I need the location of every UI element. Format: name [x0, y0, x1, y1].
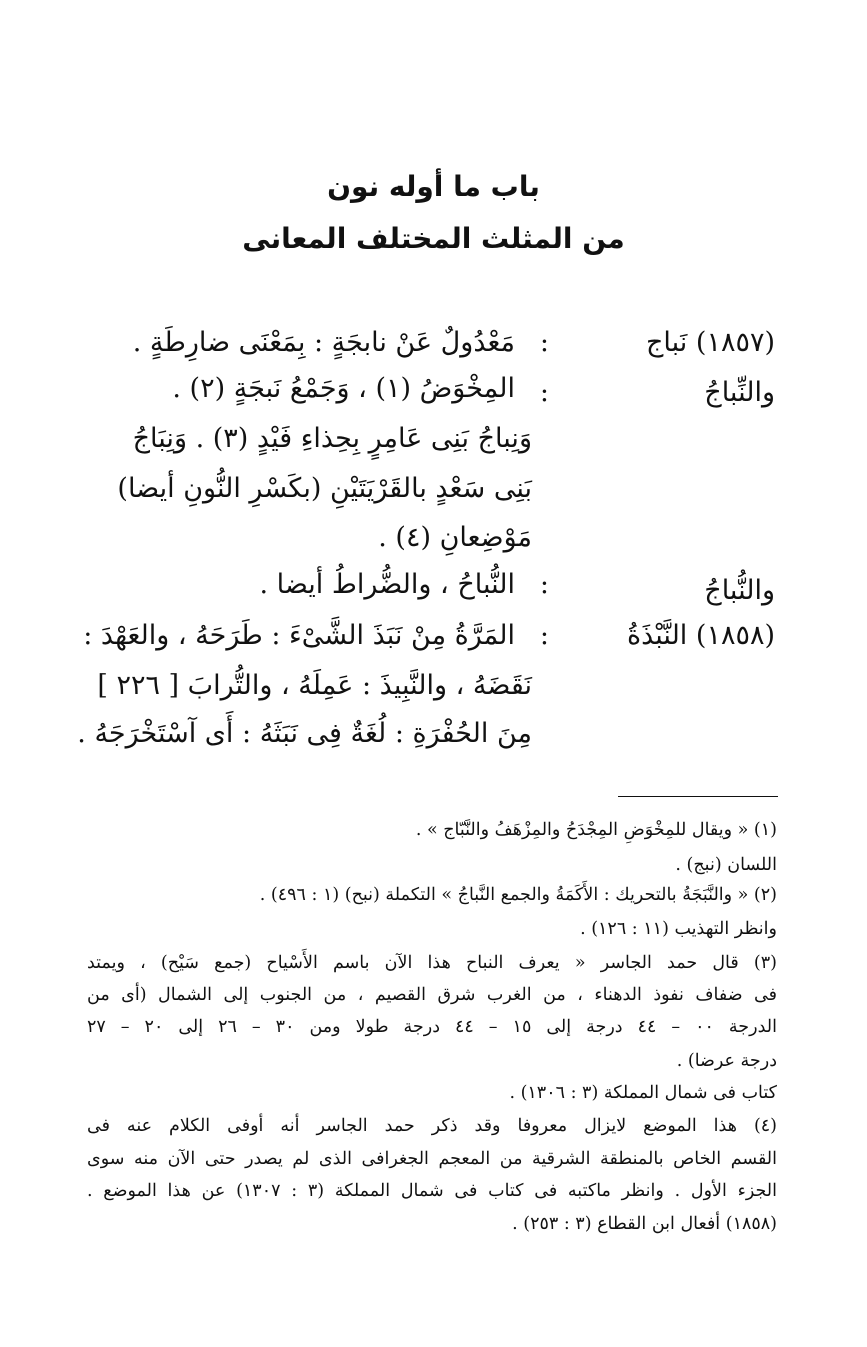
footnote-line: الدرجة ٠٠ – ٤٤ درجة إلى ١٥ – ٤٤ درجة طولا ومن ٣٠ – ٢٦ إلى ٢٠ – ٢٧ [87, 1017, 777, 1037]
entry-gloss-continued: وَنِباجُ بَنِى عَامِرٍ بِحِذاءِ فَيْدٍ (٣) . وَنِبَاجُ [132, 423, 532, 454]
footnote-line: (١) « ويقال للمِخْوَضِ المِجْدَحُ والمِزْهَفُ والنَّبّاج » . [415, 820, 777, 840]
entry-gloss: المَرَّةُ مِنْ نَبَذَ الشَّىْءَ : طَرَحَهُ ، والعَهْدَ : [83, 620, 515, 651]
footnote-line: (٢) « والنَّبَجَةُ بالتحريك : الأَكَمَةُ والجمع النَّباجُ » التكملة (نبح) (١ : ٤٩٦) . [259, 885, 777, 905]
footnote-line: درجة عرضا) . [676, 1051, 777, 1071]
footnote-line: وانظر التهذيب (١١ : ١٢٦) . [580, 919, 777, 939]
entry-colon: : [539, 569, 549, 600]
entry-gloss-continued: مَوْضِعانِ (٤) . [378, 522, 532, 553]
footnote-line: كتاب فى شمال المملكة (٣ : ١٣٠٦) . [509, 1083, 777, 1103]
entry-headword: والنِّباجُ [704, 377, 775, 408]
footnote-separator [618, 796, 778, 797]
entry-gloss: النُّباحُ ، والضُّراطُ أيضا . [259, 569, 515, 600]
footnote-line: (٤) هذا الموضع لايزال معروفا وقد ذكر حمد الجاسر أنه أوفى الكلام عنه فى [87, 1116, 777, 1136]
entry-colon: : [539, 620, 549, 651]
chapter-title: باب ما أوله نون [327, 170, 540, 203]
entry-gloss: مَعْدُولٌ عَنْ نابجَةٍ : بِمَعْنَى ضارِطَةٍ . [132, 327, 515, 358]
footnote-line: الجزء الأول . وانظر ماكتبه فى كتاب فى شمال المملكة (٣ : ١٣٠٧) عن هذا الموضع . [87, 1181, 777, 1201]
footnote-line: (١٨٥٨) أفعال ابن القطاع (٣ : ٢٥٣) . [512, 1214, 777, 1234]
entry-headword: (١٨٥٧) نَباج [646, 327, 775, 358]
entry-gloss-continued: بَنِى سَعْدٍ بالقَرْيَتَيْنِ (بكَسْرِ النُّونِ أيضا) [117, 473, 532, 504]
entry-colon: : [539, 377, 549, 408]
footnote-line: فى ضفاف نفوذ الدهناء ، من الغرب شرق القصيم ، من الجنوب إلى الشمال (أى من [87, 985, 777, 1005]
entry-headword: (١٨٥٨) النَّبْذَةُ [626, 620, 775, 651]
entry-colon: : [539, 327, 549, 358]
entry-gloss-continued: نَقَضَهُ ، والنَّبِيذَ : عَمِلَهُ ، والتُّرابَ [ ٢٢٦ ] [97, 670, 532, 701]
entry-headword: والنُّباجُ [704, 575, 775, 606]
footnote-line: القسم الخاص بالمنطقة الشرقية من المعجم الجغرافى الذى لم يصدر حتى الآن منه سوى [87, 1149, 777, 1169]
chapter-subtitle: من المثلث المختلف المعانى [242, 222, 625, 255]
entry-gloss-continued: مِنَ الحُفْرَةِ : لُغَةٌ فِى نَبَثَهُ : أَى آسْتَخْرَجَهُ . [77, 718, 532, 749]
footnote-line: اللسان (نبج) . [675, 855, 777, 875]
entry-gloss: المِخْوَضُ (١) ، وَجَمْعُ نَبجَةٍ (٢) . [172, 373, 515, 404]
footnote-line: (٣) قال حمد الجاسر « يعرف النباح هذا الآن باسم الأَسْياح (جمع سَيْح) ، ويمتد [87, 953, 777, 973]
